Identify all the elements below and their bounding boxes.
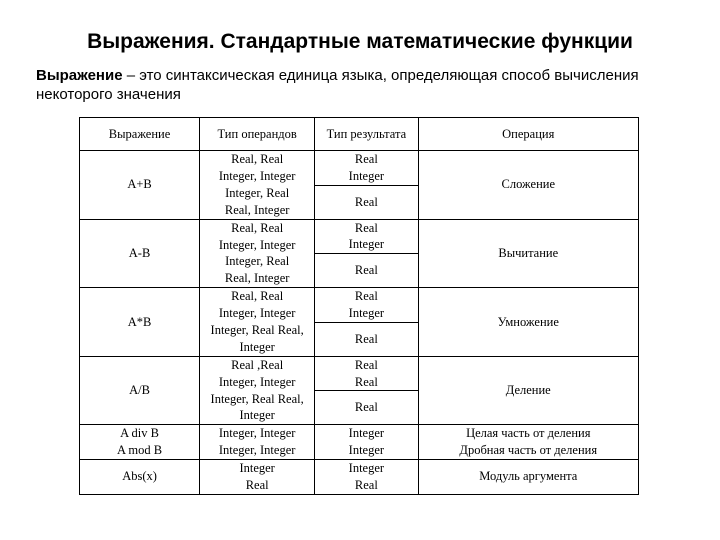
result-cell (315, 288, 418, 323)
operation-cell (418, 219, 638, 288)
result-line: Real (354, 374, 378, 389)
result-line: Real (354, 194, 378, 209)
definition-body: – это синтаксическая единица языка, определяющая способ вычисления некоторого значения (36, 67, 639, 103)
table-row (80, 219, 639, 254)
header-result-type: Тип результата (315, 118, 418, 151)
operand-line: Integer, Integer (218, 169, 296, 183)
operands-cell (200, 219, 315, 288)
result-line: Real (354, 477, 378, 492)
expression-text: Abs(x) (122, 469, 157, 484)
operations-table (79, 117, 639, 495)
expression-cell (80, 425, 200, 460)
expression-cell (80, 151, 200, 220)
expression-text: A-B (128, 245, 151, 260)
page-title: Выражения. Стандартные математические функции (87, 30, 633, 53)
operation-text: Деление (505, 383, 551, 398)
result-line: Real (354, 357, 378, 372)
expression-cell (80, 288, 200, 357)
table-row (80, 356, 639, 391)
table-row (80, 151, 639, 186)
table-row (80, 459, 639, 494)
result-line: Integer (348, 460, 385, 475)
operation-text: Модуль аргумента (479, 469, 578, 484)
operation-text: Вычитание (498, 245, 559, 260)
operand-line: Integer (239, 460, 275, 475)
operand-line: Integer, Real Real, (210, 391, 304, 406)
expression-cell (80, 219, 200, 288)
result-line: Real (354, 331, 378, 346)
result-line: Integer (348, 443, 385, 458)
operands-cell (200, 151, 315, 220)
expression-text: A*B (127, 314, 152, 329)
operation-text: Сложение (501, 177, 555, 192)
operand-line: Real, Real (231, 220, 284, 235)
operation-text: Умножение (497, 314, 559, 329)
result-cell (315, 254, 418, 288)
operands-cell (200, 288, 315, 357)
result-cell (315, 391, 418, 425)
operands-cell (200, 459, 315, 494)
definition-term: Выражение (36, 67, 123, 84)
operand-line: Real, Real (231, 152, 284, 167)
operation-cell (418, 356, 638, 425)
result-line: Real (354, 263, 378, 278)
result-cell (315, 185, 418, 219)
operand-line: Integer, Integer (218, 374, 296, 389)
operand-line: Integer (239, 339, 275, 354)
operand-line: Integer (239, 408, 275, 423)
expression-text: A+B (127, 177, 152, 192)
result-line: Real (354, 152, 378, 166)
result-cell (315, 425, 418, 460)
operation-text: Дробная часть от деления (459, 443, 598, 458)
result-cell (315, 322, 418, 356)
result-line: Real (354, 220, 378, 235)
expression-cell (80, 356, 200, 425)
expression-text: A mod B (116, 443, 163, 458)
operation-cell (418, 459, 638, 494)
header-operand-types: Тип операндов (200, 118, 315, 151)
table-header-row (80, 118, 639, 151)
operand-line: Integer, Integer (218, 426, 296, 441)
operand-line: Real, Integer (224, 202, 290, 217)
result-cell (315, 459, 418, 494)
operation-cell (418, 288, 638, 357)
result-line: Integer (348, 237, 385, 252)
header-expression: Выражение (80, 118, 200, 151)
operation-cell (418, 151, 638, 220)
expression-text: A/B (129, 383, 150, 398)
operand-line: Integer, Integer (218, 443, 296, 458)
operands-cell (200, 356, 315, 425)
result-cell (315, 151, 418, 186)
operands-cell (200, 425, 315, 460)
expression-cell (80, 459, 200, 494)
result-line: Real (354, 289, 378, 304)
table-row (80, 288, 639, 323)
operation-cell (418, 425, 638, 460)
result-line: Integer (348, 305, 385, 320)
operand-line: Integer, Real Real, (210, 322, 304, 337)
operand-line: Real, Integer (224, 271, 290, 286)
operand-line: Real ,Real (231, 357, 284, 372)
result-cell (315, 219, 418, 254)
operand-line: Real (245, 477, 269, 492)
result-line: Integer (348, 168, 385, 183)
operand-line: Integer, Real (225, 185, 290, 200)
header-operation: Операция (418, 118, 638, 151)
table-row (80, 425, 639, 460)
result-line: Integer (348, 426, 385, 441)
operation-text: Целая часть от деления (466, 426, 591, 441)
operand-line: Integer, Real (225, 254, 290, 269)
operand-line: Integer, Integer (218, 306, 296, 321)
operand-line: Integer, Integer (218, 237, 296, 252)
result-cell (315, 356, 418, 391)
definition-text (36, 66, 696, 104)
operand-line: Real, Real (231, 289, 284, 304)
result-line: Real (354, 400, 378, 415)
expression-text: A div B (120, 426, 159, 441)
